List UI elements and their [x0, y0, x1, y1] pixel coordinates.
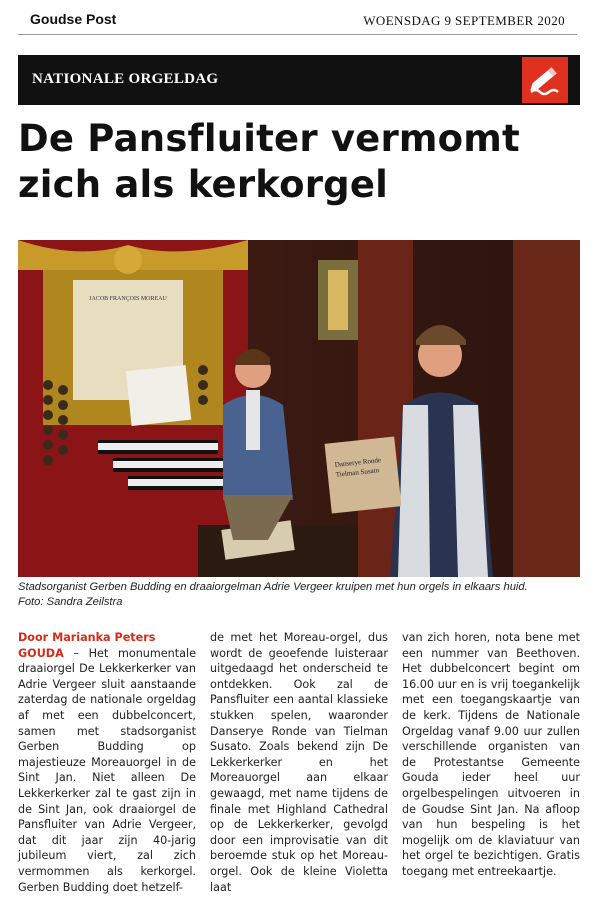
article-column-2	[210, 630, 388, 895]
newspaper-name: Goudse Post	[30, 11, 117, 27]
column-1-text: – Het monumentale draaiorgel De Lekkerkerker van Adrie Vergeer sluit aanstaande zaterdag de nationale orgeldag af met een dubbelconcert, samen met stadsorganist Gerben Budding op majestieuze Moreauorgel in de Sint Jan. Niet alleen De Lekkerkerker zal te gast zijn in de Sint Jan, ook draaiorgel de Pansfluiter van Adrie Vergeer, dat dit jaar zijn 40-jarig jubileum viert, zal zich vermommen als kerkorgel. Gerben Budding doet hetzelf-	[18, 646, 196, 894]
pencil-on-paper-icon	[522, 57, 568, 103]
svg-text:Tielman Susato: Tielman Susato	[335, 466, 380, 479]
issue-date: WOENSDAG 9 SEPTEMBER 2020	[363, 13, 565, 28]
photo-caption	[18, 580, 580, 610]
section-banner	[18, 55, 580, 105]
article-column-1	[18, 630, 196, 895]
byline: Door Marianka Peters	[18, 631, 156, 644]
masthead	[18, 8, 577, 35]
article-column-3	[402, 630, 580, 880]
headline-line-1: De Pansfluiter vermomt	[18, 117, 520, 160]
section-label: NATIONALE ORGELDAG	[32, 71, 219, 87]
column-3-text: van zich horen, nota bene met een nummer van Beethoven. Het dubbelconcert begint om 16.00 uur en is vrij toegankelijk met een toegangskaartje van de kerk. Tijdens de Nationale Orgeldag vanaf 9.00 uur zullen verschillende organisten van de Protestantse Gemeente Gouda ieder heel uur orgelbespelingen uitvoeren in de Goudse Sint Jan. Na afloop van hun bespeling is het mogelijk om de klaviatuur van het orgel te bezichtigen. Gratis toegang met entreekaartje.	[402, 631, 580, 878]
photo-credit: Foto: Sandra Zeilstra	[18, 596, 123, 608]
svg-text:JACOB FRANÇOIS MOREAU: JACOB FRANÇOIS MOREAU	[89, 296, 167, 302]
headline	[18, 116, 578, 208]
headline-line-2: zich als kerkorgel	[18, 163, 389, 206]
dateline: GOUDA	[18, 646, 64, 660]
column-2-text: de met het Moreau-orgel, dus wordt de geoefende luisteraar uitgedaagd het onderscheid te ontdekken. Ook zal de Pansfluiter een aantal klassieke stukken spelen, waaronder Danserye Ronde van Tielman Susato. Zoals bekend zijn De Lekkerkerker en het Moreauorgel aan elkaar gewaagd, met name tijdens de finale met Highland Cathedral op de Lekkerkerker, gevolgd door een improvisatie van dit beroemde stuk op het Moreau-orgel. Ook de kleine Violetta laat	[210, 631, 388, 894]
article-photo	[18, 240, 580, 577]
caption-text: Stadsorganist Gerben Budding en draaiorgelman Adrie Vergeer kruipen met hun orgels in elkaars huid.	[18, 581, 528, 593]
svg-text:Danserye Ronde: Danserye Ronde	[334, 456, 382, 469]
